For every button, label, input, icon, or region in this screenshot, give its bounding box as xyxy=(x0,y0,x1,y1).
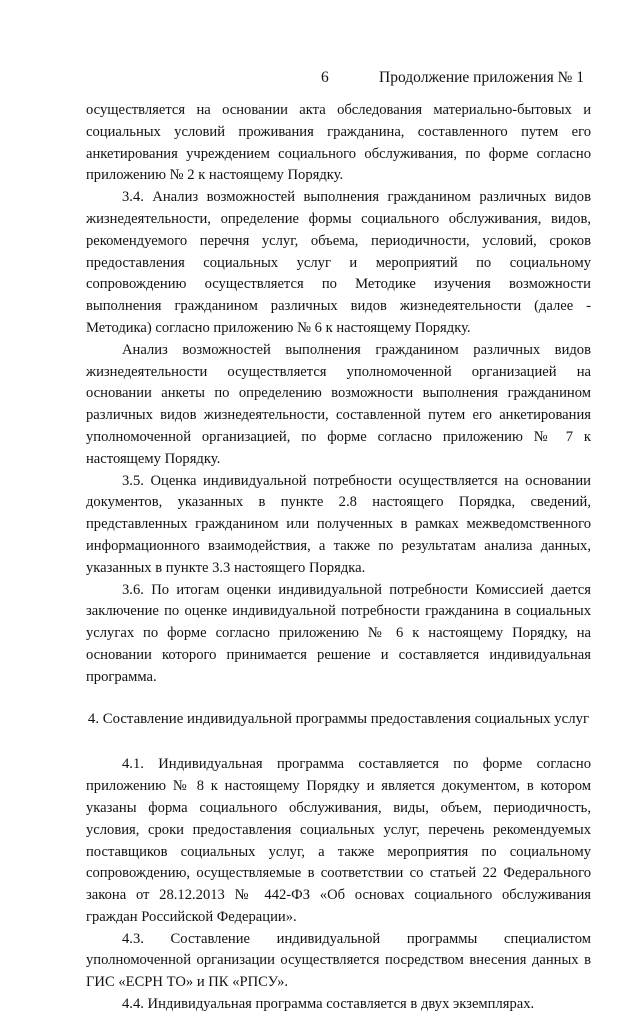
paragraph-3-5: 3.5. Оценка индивидуальной потребности осуществляется на основании документов, указанных в пункте 2.8 настоящего Порядка, сведений, представленных гражданином или полученных в рамках межведомственного информационного взаимодействия, а также по результатам анализа данных, указанных в пункте 3.3 настоящего Порядка. xyxy=(86,472,591,576)
paragraph: осуществляется на основании акта обследования материально-бытовых и социальных условий проживания гражданина, составленного путем его анкетирования учреждением социального обслуживания, по форме согласно приложению № 2 к настоящему Порядку. xyxy=(86,102,591,184)
paragraph-4-4: 4.4. Индивидуальная программа составляется в двух экземплярах. xyxy=(122,996,535,1013)
paragraph-3-4: 3.4. Анализ возможностей выполнения гражданином различных видов жизнедеятельности, определение формы социального обслуживания, видов, рекомендуемого перечня услуг, объема, периодичности, условий, сроков предоставления социальных услуг и мероприятий по социальному сопровождению осуществляется по Методике изучения возможности выполнения гражданином различных видов жизнедеятельности (далее - Методика) согласно приложению № 6 к настоящему Порядку. xyxy=(86,189,591,336)
paragraph-3-6: 3.6. По итогам оценки индивидуальной потребности Комиссией дается заключение по оценке индивидуальной потребности гражданина в социальных услугах по форме согласно приложению № 6 к настоящему Порядку, на основании которого принимается решение и составляется индивидуальная программа. xyxy=(86,581,591,685)
paragraph-4-1: 4.1. Индивидуальная программа составляется по форме согласно приложению № 8 к настоящему Порядку и является документом, в котором указаны форма социального обслуживания, виды, объем, периодичность, условия, сроки предоставления социальных услуг, перечень рекомендуемых поставщиков социальных услуг, а также мероприятия по социальному сопровождению, осуществляемые в соответствии со статьей 22 Федерального закона от 28.12.2013 № 442-ФЗ «Об основах социального обслуживания граждан Российской Федерации». xyxy=(86,756,591,925)
appendix-continuation-label: Продолжение приложения № 1 xyxy=(379,69,584,86)
section-heading: 4. Составление индивидуальной программы предоставления социальных услуг xyxy=(87,710,590,727)
document-body xyxy=(86,100,591,1016)
page-number: 6 xyxy=(321,69,329,86)
page-header xyxy=(0,66,639,90)
paragraph: Анализ возможностей выполнения гражданином различных видов жизнедеятельности осуществляется уполномоченной организацией на основании анкеты по определению возможности выполнения гражданином различных видов жизнедеятельности, составленной путем его анкетирования уполномоченной организацией, по форме согласно приложению № 7 к настоящему Порядку. xyxy=(86,341,591,467)
paragraph-4-3: 4.3. Составление индивидуальной программы специалистом уполномоченной организации осуществляется посредством внесения данных в ГИС «ЕСРН ТО» и ПК «РПСУ». xyxy=(86,930,591,991)
